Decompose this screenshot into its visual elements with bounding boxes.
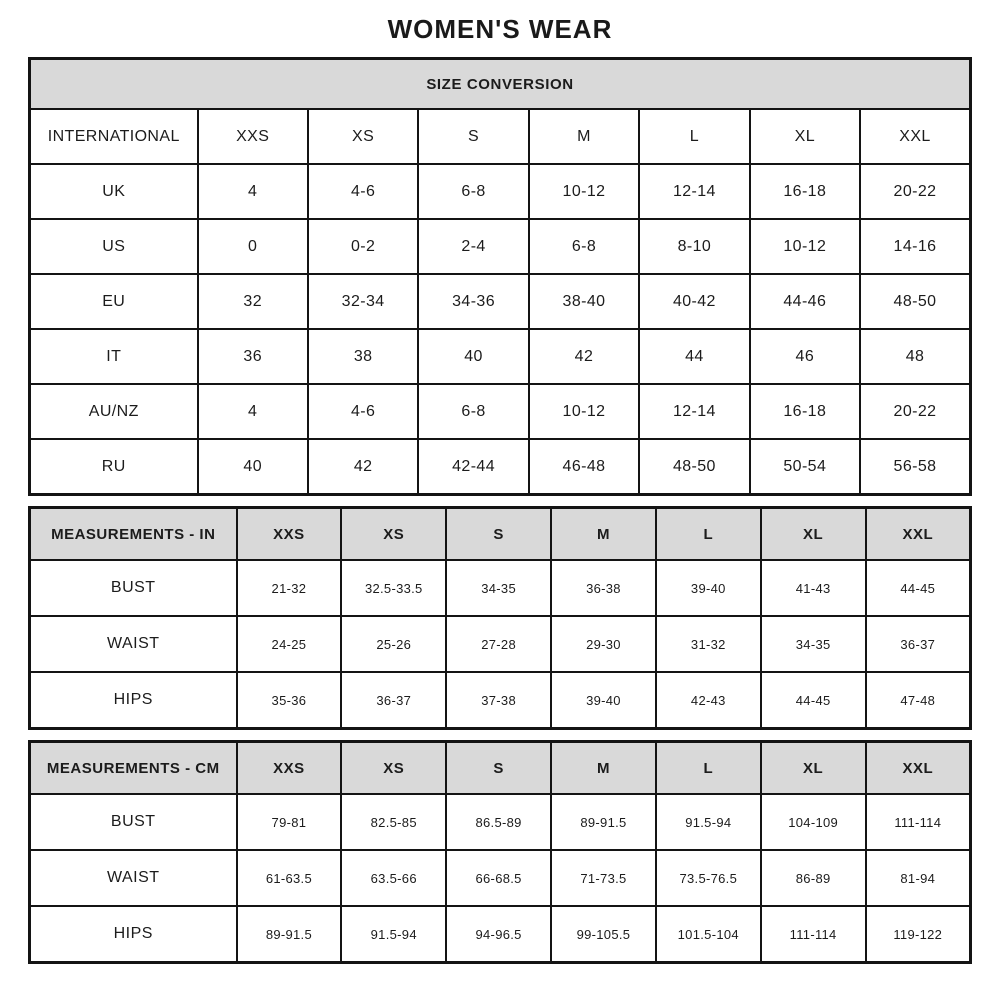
- value-cell: 4: [198, 164, 308, 219]
- size-column-header: XS: [341, 508, 446, 561]
- table-row: [30, 109, 971, 164]
- size-column-header: L: [656, 508, 761, 561]
- value-cell: 63.5-66: [341, 850, 446, 906]
- row-label: US: [30, 219, 198, 274]
- value-cell: 32.5-33.5: [341, 560, 446, 616]
- row-label: RU: [30, 439, 198, 495]
- value-cell: 48-50: [639, 439, 749, 495]
- value-cell: XXL: [860, 109, 970, 164]
- value-cell: 41-43: [761, 560, 866, 616]
- value-cell: 32: [198, 274, 308, 329]
- value-cell: 86.5-89: [446, 794, 551, 850]
- size-column-header: XXS: [237, 742, 342, 795]
- value-cell: 46-48: [529, 439, 639, 495]
- value-cell: 25-26: [341, 616, 446, 672]
- measurements-cm-header-row: [30, 742, 971, 795]
- table-row: [30, 219, 971, 274]
- measurements-cm-table: [28, 740, 972, 964]
- value-cell: 39-40: [551, 672, 656, 729]
- value-cell: 31-32: [656, 616, 761, 672]
- value-cell: 0: [198, 219, 308, 274]
- value-cell: 34-36: [418, 274, 528, 329]
- value-cell: 10-12: [529, 164, 639, 219]
- value-cell: 14-16: [860, 219, 970, 274]
- value-cell: 6-8: [418, 164, 528, 219]
- table-row: [30, 672, 971, 729]
- value-cell: 21-32: [237, 560, 342, 616]
- value-cell: 35-36: [237, 672, 342, 729]
- size-column-header: S: [446, 742, 551, 795]
- value-cell: XS: [308, 109, 418, 164]
- value-cell: 111-114: [761, 906, 866, 963]
- table-row: [30, 850, 971, 906]
- measurements-in-table: [28, 506, 972, 730]
- row-label: BUST: [30, 794, 237, 850]
- size-conversion-header-row: [30, 59, 971, 110]
- row-label: HIPS: [30, 906, 237, 963]
- size-column-header: XXS: [237, 508, 342, 561]
- value-cell: 10-12: [529, 384, 639, 439]
- value-cell: 94-96.5: [446, 906, 551, 963]
- value-cell: 40-42: [639, 274, 749, 329]
- row-label: UK: [30, 164, 198, 219]
- value-cell: 61-63.5: [237, 850, 342, 906]
- size-column-header: XL: [761, 742, 866, 795]
- value-cell: XXS: [198, 109, 308, 164]
- value-cell: 36-37: [866, 616, 971, 672]
- table-row: [30, 274, 971, 329]
- value-cell: 40: [418, 329, 528, 384]
- value-cell: 44-46: [750, 274, 860, 329]
- value-cell: 42-43: [656, 672, 761, 729]
- value-cell: 44: [639, 329, 749, 384]
- value-cell: S: [418, 109, 528, 164]
- value-cell: XL: [750, 109, 860, 164]
- table-row: [30, 794, 971, 850]
- value-cell: 89-91.5: [551, 794, 656, 850]
- value-cell: 46: [750, 329, 860, 384]
- value-cell: 6-8: [418, 384, 528, 439]
- value-cell: 111-114: [866, 794, 971, 850]
- value-cell: 4-6: [308, 384, 418, 439]
- value-cell: M: [529, 109, 639, 164]
- value-cell: 89-91.5: [237, 906, 342, 963]
- value-cell: 27-28: [446, 616, 551, 672]
- size-column-header: M: [551, 742, 656, 795]
- row-label: BUST: [30, 560, 237, 616]
- value-cell: 56-58: [860, 439, 970, 495]
- value-cell: 44-45: [866, 560, 971, 616]
- value-cell: 99-105.5: [551, 906, 656, 963]
- row-label: EU: [30, 274, 198, 329]
- value-cell: 10-12: [750, 219, 860, 274]
- value-cell: 36-37: [341, 672, 446, 729]
- value-cell: 50-54: [750, 439, 860, 495]
- value-cell: 81-94: [866, 850, 971, 906]
- row-label: INTERNATIONAL: [30, 109, 198, 164]
- value-cell: 82.5-85: [341, 794, 446, 850]
- row-label: AU/NZ: [30, 384, 198, 439]
- value-cell: 6-8: [529, 219, 639, 274]
- value-cell: 16-18: [750, 164, 860, 219]
- value-cell: 86-89: [761, 850, 866, 906]
- size-column-header: S: [446, 508, 551, 561]
- table-row: [30, 616, 971, 672]
- value-cell: 42-44: [418, 439, 528, 495]
- value-cell: 12-14: [639, 164, 749, 219]
- value-cell: 91.5-94: [341, 906, 446, 963]
- value-cell: 38-40: [529, 274, 639, 329]
- value-cell: 4-6: [308, 164, 418, 219]
- table-header-label: MEASUREMENTS - CM: [30, 742, 237, 795]
- value-cell: 12-14: [639, 384, 749, 439]
- value-cell: 2-4: [418, 219, 528, 274]
- size-column-header: XS: [341, 742, 446, 795]
- value-cell: 36: [198, 329, 308, 384]
- value-cell: 71-73.5: [551, 850, 656, 906]
- size-conversion-table: [28, 57, 972, 496]
- value-cell: 42: [308, 439, 418, 495]
- size-column-header: XXL: [866, 742, 971, 795]
- value-cell: 34-35: [446, 560, 551, 616]
- table-row: [30, 906, 971, 963]
- value-cell: 79-81: [237, 794, 342, 850]
- value-cell: L: [639, 109, 749, 164]
- table-row: [30, 439, 971, 495]
- row-label: IT: [30, 329, 198, 384]
- value-cell: 16-18: [750, 384, 860, 439]
- value-cell: 4: [198, 384, 308, 439]
- table-row: [30, 329, 971, 384]
- value-cell: 32-34: [308, 274, 418, 329]
- value-cell: 24-25: [237, 616, 342, 672]
- value-cell: 66-68.5: [446, 850, 551, 906]
- value-cell: 37-38: [446, 672, 551, 729]
- value-cell: 0-2: [308, 219, 418, 274]
- value-cell: 40: [198, 439, 308, 495]
- size-conversion-header: SIZE CONVERSION: [30, 59, 971, 110]
- size-column-header: M: [551, 508, 656, 561]
- value-cell: 42: [529, 329, 639, 384]
- value-cell: 73.5-76.5: [656, 850, 761, 906]
- value-cell: 38: [308, 329, 418, 384]
- value-cell: 104-109: [761, 794, 866, 850]
- value-cell: 47-48: [866, 672, 971, 729]
- value-cell: 20-22: [860, 384, 970, 439]
- value-cell: 44-45: [761, 672, 866, 729]
- value-cell: 119-122: [866, 906, 971, 963]
- table-row: [30, 384, 971, 439]
- row-label: HIPS: [30, 672, 237, 729]
- value-cell: 39-40: [656, 560, 761, 616]
- value-cell: 101.5-104: [656, 906, 761, 963]
- size-column-header: L: [656, 742, 761, 795]
- value-cell: 8-10: [639, 219, 749, 274]
- value-cell: 91.5-94: [656, 794, 761, 850]
- size-column-header: XL: [761, 508, 866, 561]
- row-label: WAIST: [30, 616, 237, 672]
- measurements-in-header-row: [30, 508, 971, 561]
- page-title: WOMEN'S WEAR: [387, 14, 613, 44]
- value-cell: 29-30: [551, 616, 656, 672]
- value-cell: 36-38: [551, 560, 656, 616]
- table-header-label: MEASUREMENTS - IN: [30, 508, 237, 561]
- table-row: [30, 164, 971, 219]
- row-label: WAIST: [30, 850, 237, 906]
- value-cell: 34-35: [761, 616, 866, 672]
- size-column-header: XXL: [866, 508, 971, 561]
- value-cell: 48-50: [860, 274, 970, 329]
- value-cell: 48: [860, 329, 970, 384]
- value-cell: 20-22: [860, 164, 970, 219]
- table-row: [30, 560, 971, 616]
